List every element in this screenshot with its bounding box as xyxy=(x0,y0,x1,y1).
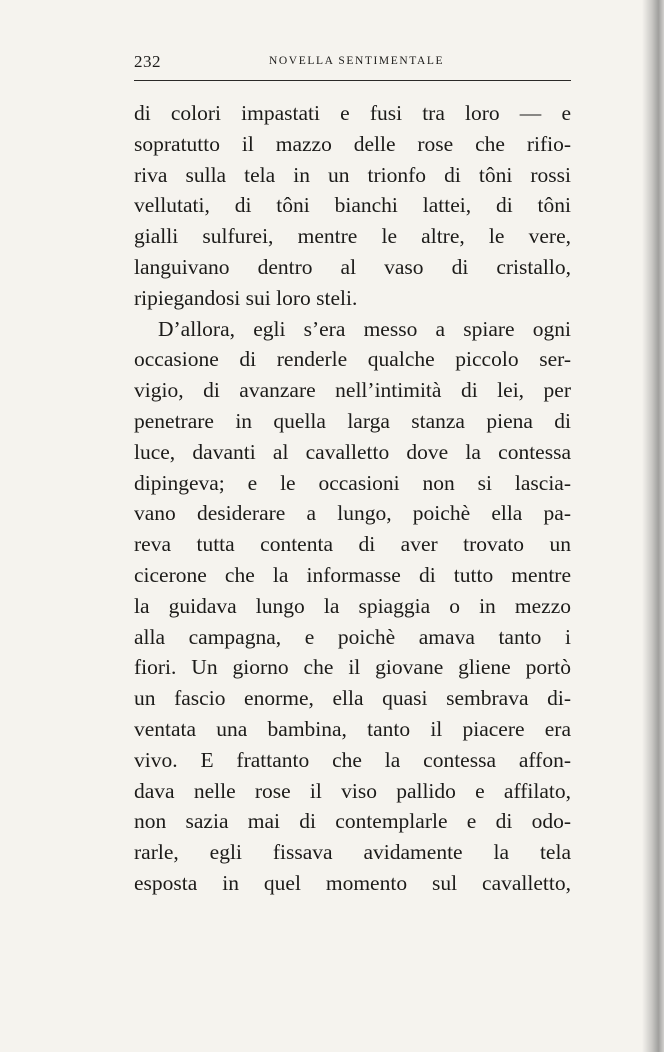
text-line: languivano dentro al vaso di cristallo, xyxy=(134,254,571,279)
text-line: la guidava lungo la spiaggia o in mezzo xyxy=(134,593,571,618)
page-number: 232 xyxy=(134,52,161,71)
text-line: vano desiderare a lungo, poichè ella pa- xyxy=(134,501,571,526)
text-line: non sazia mai di contemplarle e di odo- xyxy=(134,809,571,834)
text-line: rarle, egli fissava avidamente la tela xyxy=(134,840,571,865)
text-line: reva tutta contenta di aver trovato un xyxy=(134,532,571,557)
header-rule xyxy=(134,80,571,81)
text-line: penetrare in quella larga stanza piena di xyxy=(134,408,571,433)
scan-edge-shadow xyxy=(642,0,664,1052)
running-title: NOVELLA SENTIMENTALE xyxy=(269,55,445,67)
text-line: dipingeva; e le occasioni non si lascia- xyxy=(134,470,571,495)
text-line: occasione di renderle qualche piccolo ser- xyxy=(134,347,571,372)
text-line: vellutati, di tôni bianchi lattei, di tôni xyxy=(134,193,571,218)
body-text xyxy=(134,98,571,899)
text-line: luce, davanti al cavalletto dove la contessa xyxy=(134,439,571,464)
text-line: sopratutto il mazzo delle rose che rifio- xyxy=(134,131,571,156)
text-line: vigio, di avanzare nell’intimità di lei, per xyxy=(134,378,571,403)
page-header xyxy=(134,52,571,74)
text-line: vivo. E frattanto che la contessa affon- xyxy=(134,747,571,772)
paragraph-end-line: ripiegandosi sui loro steli. xyxy=(134,285,358,310)
text-line: cicerone che la informasse di tutto mentre xyxy=(134,562,571,587)
paragraph-start-line: D’allora, egli s’era messo a spiare ogni xyxy=(158,316,571,341)
text-line: di colori impastati e fusi tra loro — e xyxy=(134,101,571,125)
text-line: ventata una bambina, tanto il piacere era xyxy=(134,716,571,741)
text-line: alla campagna, e poichè amava tanto i xyxy=(134,624,571,649)
text-line: esposta in quel momento sul cavalletto, xyxy=(134,870,571,895)
text-line: un fascio enorme, ella quasi sembrava di- xyxy=(134,686,571,711)
text-line: dava nelle rose il viso pallido e affilato, xyxy=(134,778,571,803)
text-line: riva sulla tela in un trionfo di tôni rossi xyxy=(134,162,571,187)
text-line: fiori. Un giorno che il giovane gliene portò xyxy=(134,655,571,680)
text-line: gialli sulfurei, mentre le altre, le vere, xyxy=(134,224,571,249)
